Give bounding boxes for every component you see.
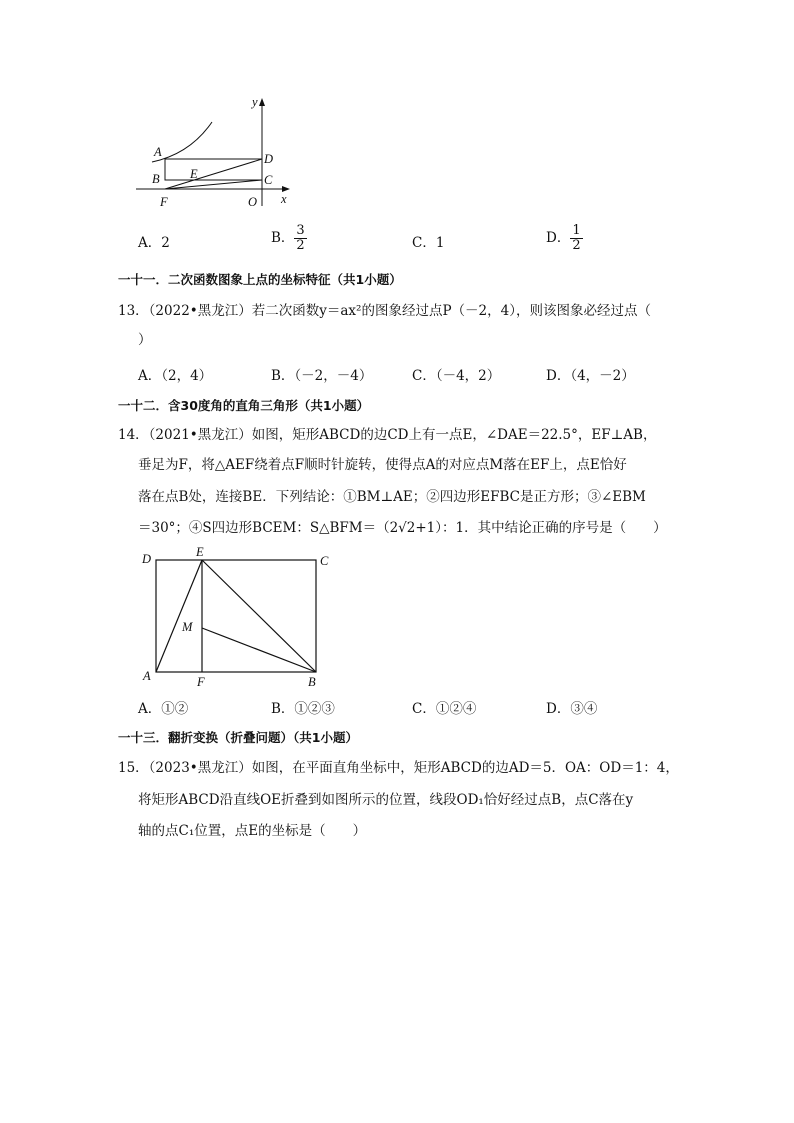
section-heading-12: 一十二．含30度角的直角三角形（共1小题）	[118, 398, 370, 413]
y-axis-arrow-icon	[259, 98, 265, 106]
segment-mb	[202, 628, 316, 672]
q13-option-c: C．（－4，2）	[412, 368, 501, 384]
label-f: F	[160, 195, 168, 209]
q15-text-line3: 轴的点C₁位置，点E的坐标是（ ）	[138, 823, 367, 839]
fraction	[294, 224, 306, 253]
q12-option-b	[271, 224, 307, 253]
q15-text-line1: 15．（2023•黑龙江）如图，在平面直角坐标中，矩形ABCD的边AD＝5．OA：OD＝1：4，	[118, 760, 679, 776]
fraction-denominator: 2	[572, 238, 581, 253]
label-a: A	[143, 669, 151, 683]
q14-option-d: D．③④	[546, 701, 598, 717]
q13-option-a: A．（2，4）	[138, 368, 213, 384]
fraction-numerator: 1	[572, 223, 581, 238]
q14-text-line3: 落在点B处，连接BE．下列结论：①BM⊥AE；②四边形EFBC是正方形；③∠EBM	[138, 489, 646, 505]
rectangle-abcd	[156, 560, 316, 672]
label-d: D	[264, 152, 274, 166]
label-e: E	[190, 167, 198, 181]
rectangle-abcd	[165, 159, 262, 180]
q13-text-line2: ）	[138, 332, 152, 348]
label-f: F	[197, 675, 205, 689]
label-c: C	[264, 173, 273, 187]
figure-coordinate-diagram	[130, 92, 300, 212]
q12-option-d	[546, 224, 583, 253]
label-m: M	[182, 620, 193, 634]
label-b: B	[308, 675, 316, 689]
label-b: B	[152, 172, 160, 186]
q15-text-line2: 将矩形ABCD沿直线OE折叠到如图所示的位置，线段OD₁恰好经过点B，点C落在y	[138, 792, 634, 808]
q14-option-a: A．①②	[138, 701, 189, 717]
fraction-numerator: 3	[296, 223, 305, 238]
q12-option-d-prefix: D．	[546, 230, 571, 246]
label-x: x	[281, 192, 287, 206]
label-y: y	[252, 95, 258, 109]
q12-option-b-prefix: B．	[271, 230, 295, 246]
label-a: A	[154, 145, 162, 159]
label-c: C	[320, 554, 329, 568]
section-heading-13: 一十三．翻折变换（折叠问题）（共1小题）	[118, 730, 358, 745]
fraction-denominator: 2	[296, 238, 305, 253]
q14-text-line4: ＝30°；④S四边形BCEM：S△BFM＝（2√2+1）：1．其中结论正确的序号是（ ）	[138, 520, 667, 536]
q13-text-line1: 13．（2022•黑龙江）若二次函数y＝ax²的图象经过点P（－2，4），则该图象必经过点（	[118, 303, 651, 319]
label-e: E	[196, 545, 204, 559]
fraction	[570, 224, 582, 253]
q14-text-line2: 垂足为F，将△AEF绕着点F顺时针旋转，使得点A的对应点M落在EF上，点E恰好	[138, 457, 627, 473]
label-d: D	[142, 552, 152, 566]
segment-ae	[156, 560, 202, 672]
q13-option-b: B．（－2，－4）	[271, 368, 373, 384]
q14-option-b: B．①②③	[271, 701, 335, 717]
q12-option-c: C．1	[412, 235, 445, 251]
section-heading-11: 一十一．二次函数图象上点的坐标特征（共1小题）	[118, 272, 402, 287]
q14-text-line1: 14．（2021•黑龙江）如图，矩形ABCD的边CD上有一点E，∠DAE＝22.5°，EF⊥AB，	[118, 427, 657, 443]
q13-option-d: D．（4，－2）	[546, 368, 635, 384]
q12-option-a: A．2	[138, 235, 170, 251]
figure-rectangle-diagram	[138, 544, 338, 689]
segment-eb	[202, 560, 316, 672]
q14-option-c: C．①②④	[412, 701, 477, 717]
label-o: O	[248, 195, 258, 209]
